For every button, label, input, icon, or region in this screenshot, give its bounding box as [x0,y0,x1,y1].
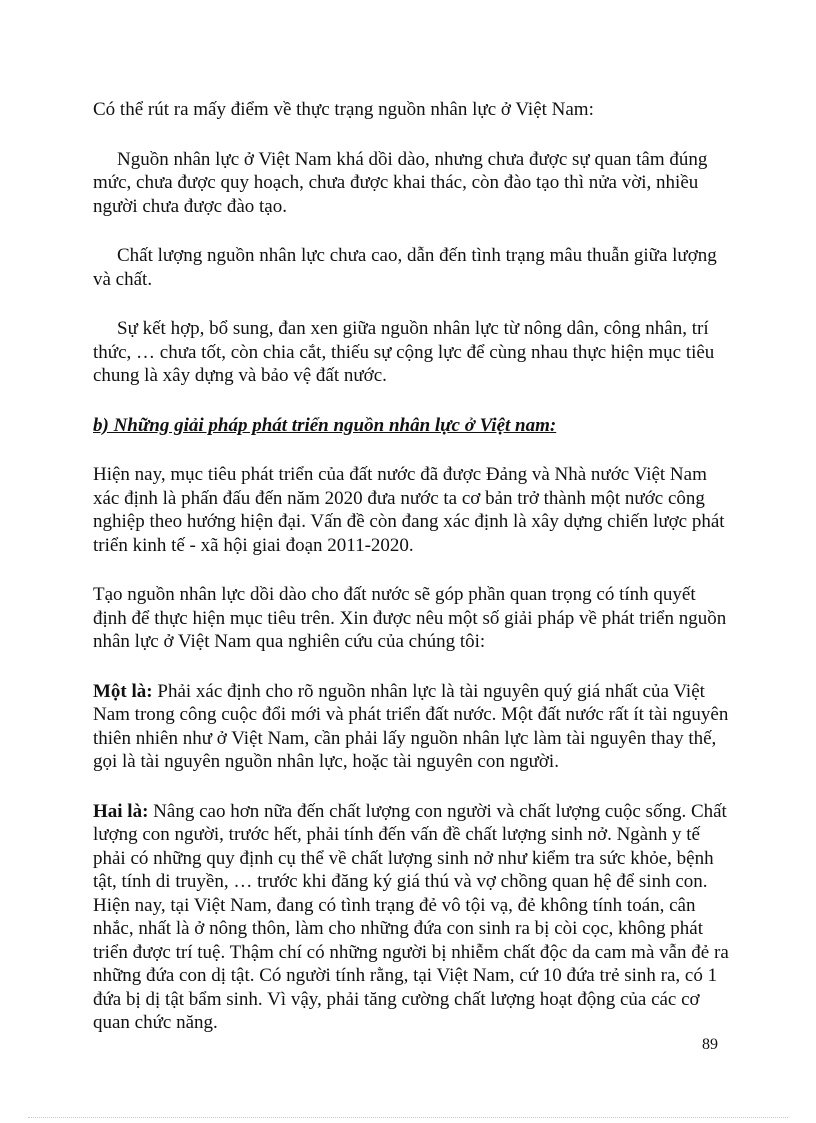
status-point-3: Sự kết hợp, bổ sung, đan xen giữa nguồn nhân lực từ nông dân, công nhân, trí thức, … chưa tốt, còn chia cắt, thiếu sự cộng lực để cùng nhau thực hiện mục tiêu chung là xây dựng và bảo vệ đất nước. [93,318,715,386]
body-paragraph-2: Tạo nguồn nhân lực dồi dào cho đất nước sẽ góp phần quan trọng có tính quyết định để thực hiện mục tiêu trên. Xin được nêu một số giải pháp về phát triển nguồn nhân lực ở Việt Nam qua nghiên cứu của chúng tôi: [93,584,727,652]
solution-1-label: Một là: [93,680,153,702]
solution-2-text: Nâng cao hơn nữa đến chất lượng con người và chất lượng cuộc sống. Chất lượng con người, trước hết, phải tính đến vấn đề chất lượng sinh nở. Ngành y tế phải có những quy định cụ thể về chất lượng sinh nở như kiểm tra sức khỏe, bệnh tật, tính di truyền, … trước khi đăng ký giá thú và vợ chồng quan hệ để sinh con. Hiện nay, tại Việt Nam, đang có tình trạng đẻ vô tội vạ, đẻ không tính toán, cân nhắc, nhất là ở nông thôn, làm cho những đứa con sinh ra bị còi cọc, không phát triển được trí tuệ. Thậm chí có những người bị nhiễm chất độc da cam mà vẫn đẻ ra những đứa con dị tật. Có người tính rằng, tại Việt Nam, cứ 10 đứa trẻ sinh ra, có 1 đứa bị dị tật bẩm sinh. Vì vậy, phải tăng cường chất lượng hoạt động của các cơ quan chức năng. [93,800,729,1033]
body-paragraph-1: Hiện nay, mục tiêu phát triển của đất nước đã được Đảng và Nhà nước Việt Nam xác định là phấn đấu đến năm 2020 đưa nước ta cơ bản trở thành một nước công nghiệp theo hướng hiện đại. Vấn đề còn đang xác định là xây dựng chiến lược phát triển kinh tế - xã hội giai đoạn 2011-2020. [93,464,725,556]
solution-1-paragraph [93,680,733,774]
status-point-1: Nguồn nhân lực ở Việt Nam khá dồi dào, nhưng chưa được sự quan tâm đúng mức, chưa được quy hoạch, chưa được khai thác, còn đào tạo thì nửa vời, nhiều người chưa được đào tạo. [93,148,708,217]
page-number: 89 [702,1036,718,1053]
solution-2-label: Hai là: [93,800,149,822]
intro-paragraph: Có thể rút ra mấy điểm về thực trạng nguồn nhân lực ở Việt Nam: [93,99,594,120]
status-point-2: Chất lượng nguồn nhân lực chưa cao, dẫn đến tình trạng mâu thuẫn giữa lượng và chất. [93,245,717,290]
solution-1-text: Phải xác định cho rõ nguồn nhân lực là tài nguyên quý giá nhất của Việt Nam trong công cuộc đổi mới và phát triển đất nước. Một đất nước rất ít tài nguyên thiên nhiên như ở Việt Nam, cần phải lấy nguồn nhân lực làm tài nguyên thay thế, gọi là tài nguyên nguồn nhân lực, hoặc tài nguyên con người. [93,680,729,772]
footer-divider [28,1117,788,1118]
section-heading: b) Những giải pháp phát triển nguồn nhân lực ở Việt nam: [93,414,557,436]
solution-2-paragraph [93,800,733,1035]
page-body [93,98,733,1061]
